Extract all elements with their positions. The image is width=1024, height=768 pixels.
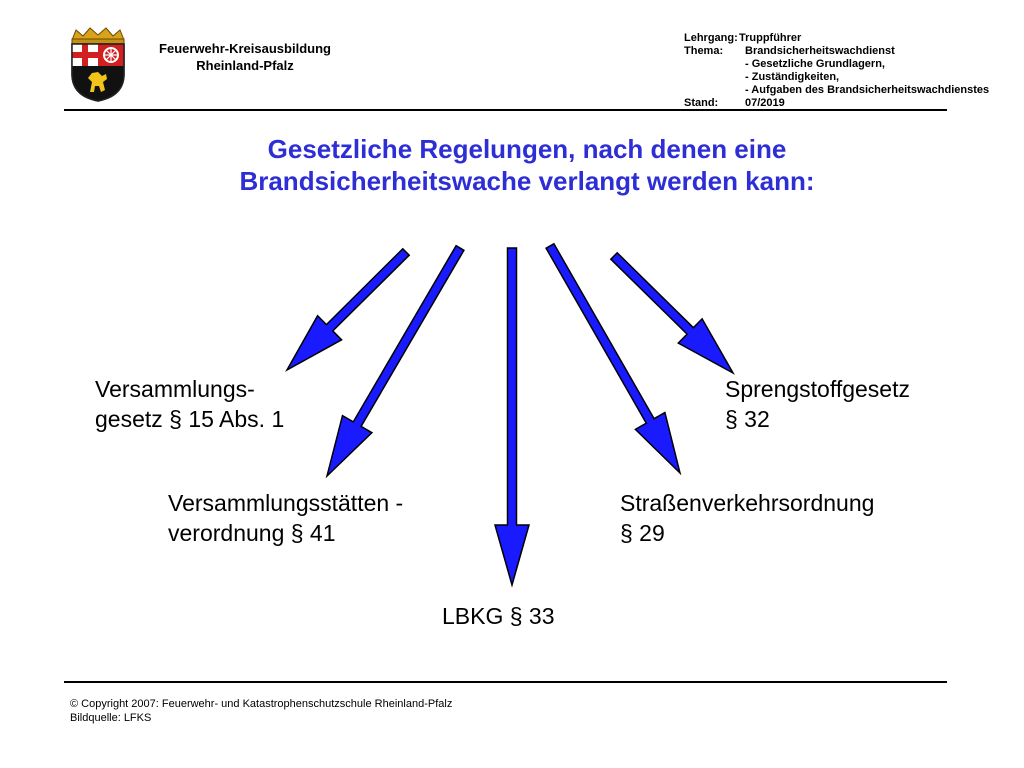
page-title-line: Brandsicherheitswache verlangt werden kann: bbox=[239, 166, 815, 196]
law-sprengstoffgesetz bbox=[725, 374, 910, 434]
course-label: Lehrgang: bbox=[684, 32, 738, 44]
law-lbkg: LBKG § 33 bbox=[442, 603, 555, 629]
law-line: Versammlungsstätten - bbox=[168, 490, 404, 516]
topic-line: - Aufgaben des Brandsicherheitswachdienstes bbox=[745, 84, 990, 96]
law-line: § 29 bbox=[620, 520, 665, 546]
law-versammlungsgesetz bbox=[95, 374, 284, 434]
topic-label: Thema: bbox=[684, 45, 724, 57]
law-line: Sprengstoffgesetz bbox=[725, 376, 910, 402]
topic-line: Brandsicherheitswachdienst bbox=[745, 45, 895, 57]
law-line: § 32 bbox=[725, 406, 770, 432]
organization-region: Rheinland-Pfalz bbox=[196, 58, 294, 73]
arrow-to-sprengstoffgesetz bbox=[611, 253, 733, 373]
topic-line: - Gesetzliche Grundlagern, bbox=[745, 58, 885, 70]
topic-line: - Zuständigkeiten, bbox=[745, 71, 840, 83]
law-line: gesetz § 15 Abs. 1 bbox=[95, 406, 285, 432]
organization-name: Feuerwehr-Kreisausbildung bbox=[159, 41, 331, 56]
arrow-to-lbkg bbox=[495, 248, 529, 585]
status-value: 07/2019 bbox=[745, 97, 785, 109]
arrow-to-strassenverkehrsordnung bbox=[546, 244, 680, 473]
page-title-line: Gesetzliche Regelungen, nach denen eine bbox=[267, 134, 787, 164]
footer-divider bbox=[64, 681, 947, 683]
law-line: Straßenverkehrsordnung bbox=[620, 490, 875, 516]
image-source-text: Bildquelle: LFKS bbox=[70, 712, 152, 724]
law-strassenverkehrsordnung bbox=[620, 488, 874, 548]
arrow-to-versammlungsstaettenverordnung bbox=[327, 246, 464, 476]
law-versammlungsstaettenverordnung bbox=[168, 488, 403, 548]
copyright-text: © Copyright 2007: Feuerwehr- und Katastrophenschutzschule Rheinland-Pfalz bbox=[70, 698, 453, 710]
status-label: Stand: bbox=[684, 97, 719, 109]
law-line: verordnung § 41 bbox=[168, 520, 336, 546]
course-value: Truppführer bbox=[739, 32, 802, 44]
arrow-to-versammlungsgesetz bbox=[287, 249, 409, 370]
law-line: Versammlungs- bbox=[95, 376, 255, 402]
